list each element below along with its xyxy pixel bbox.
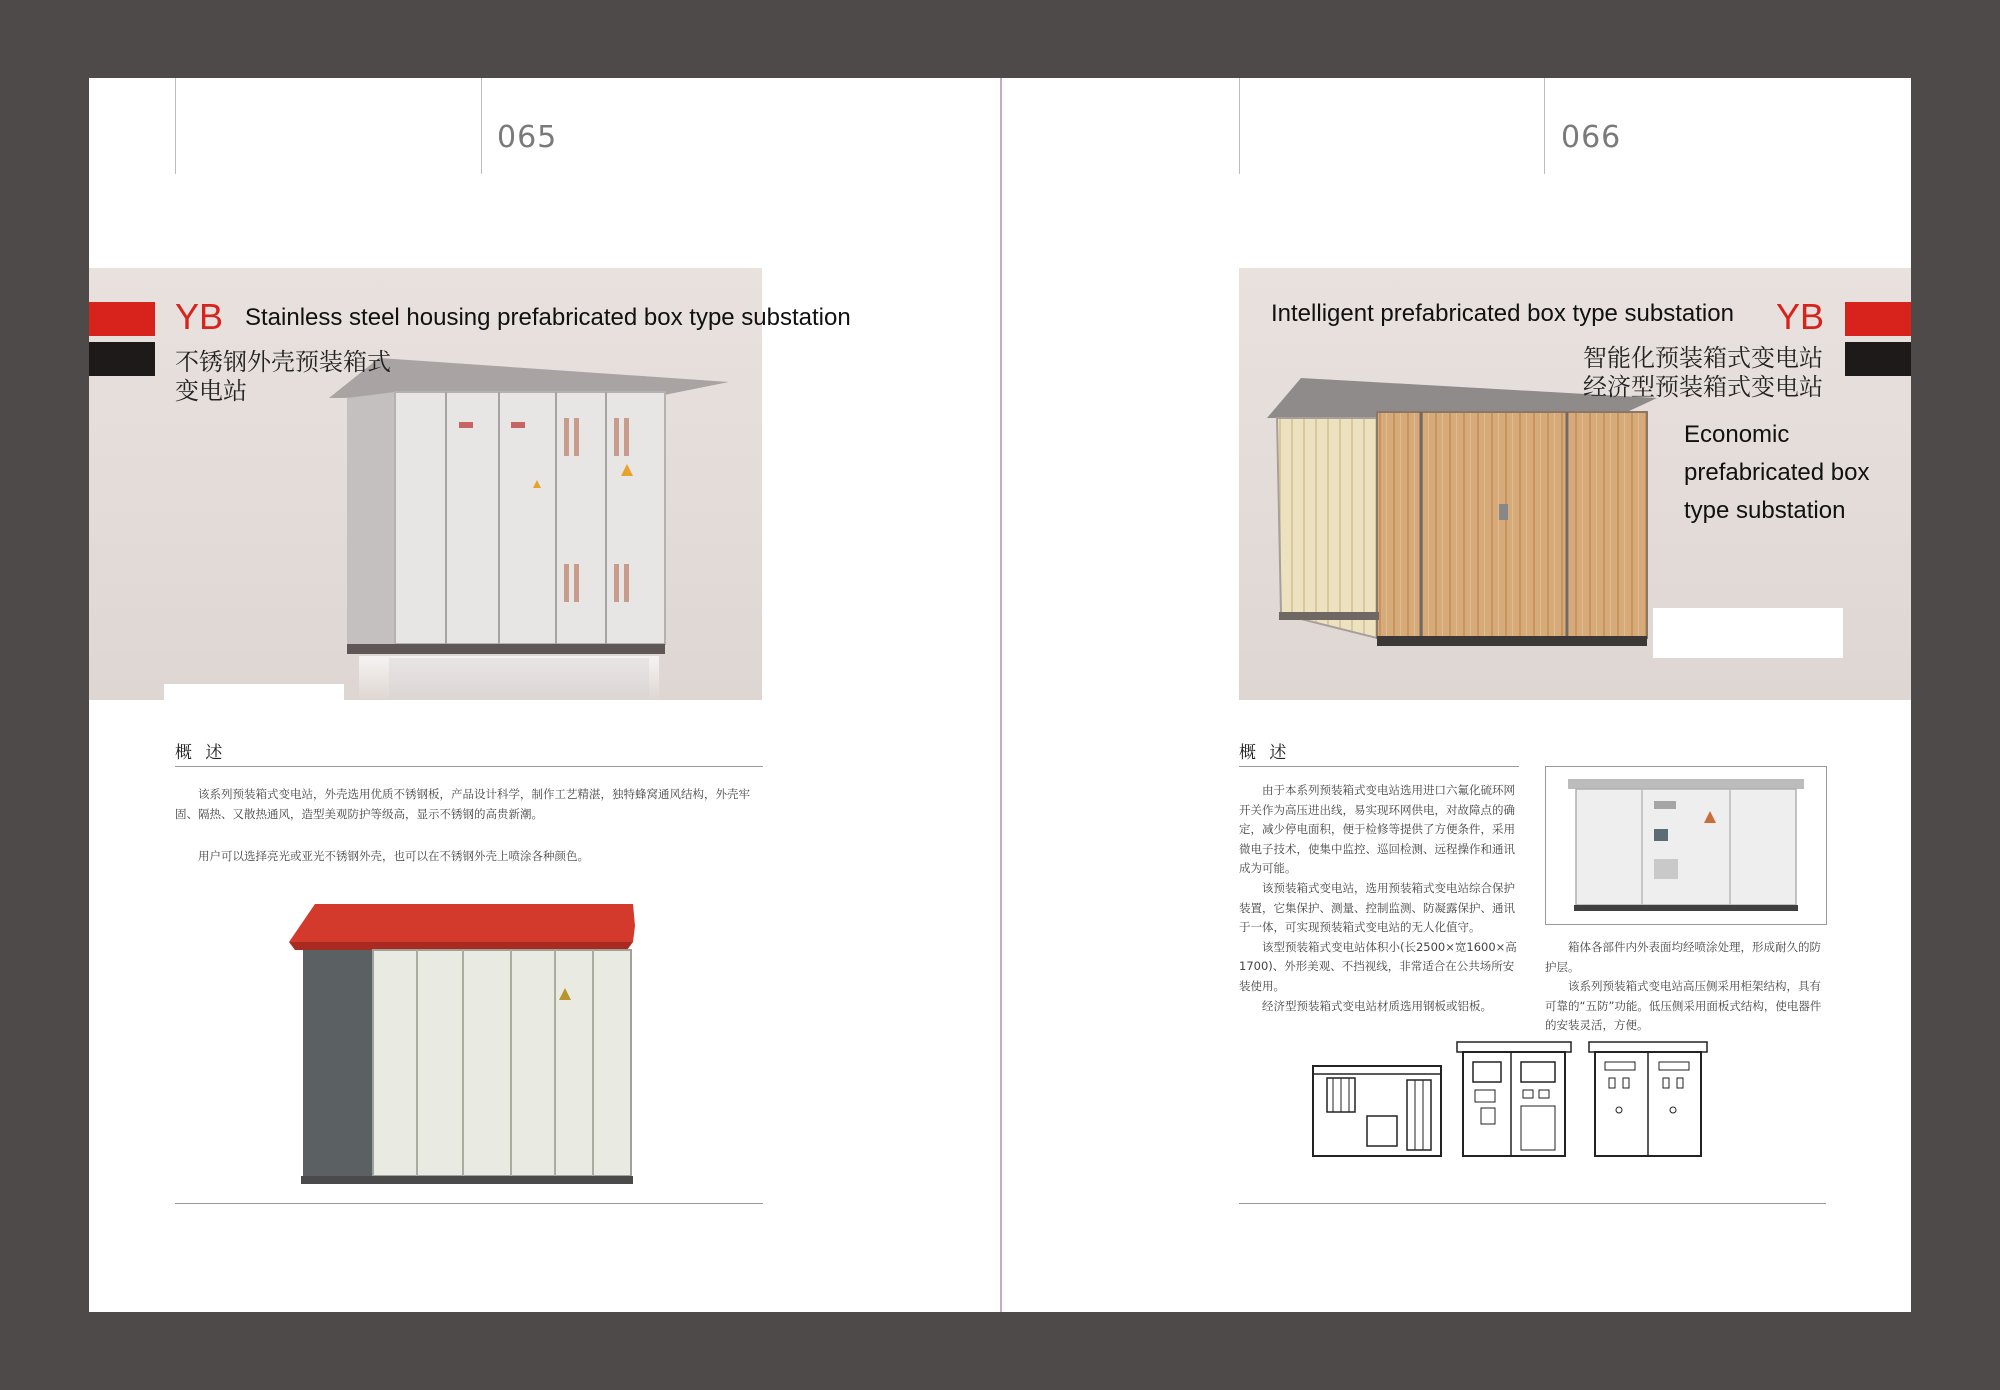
header-guide-line <box>481 78 482 174</box>
catalog-spread <box>89 78 1911 1312</box>
page-fold <box>1000 78 1002 1312</box>
layout-drawing-1 <box>1311 1060 1443 1160</box>
header-guide-line <box>1239 78 1240 174</box>
product-title-en: Intelligent prefabricated box type substation <box>1271 300 1734 327</box>
product-banner <box>1239 268 1911 700</box>
economic-title-en: Economic prefabricated box type substation <box>1684 421 1870 524</box>
header-guide-line <box>1544 78 1545 174</box>
product-title-cn: 智能化预装箱式变电站 经济型预装箱式变电站 <box>1583 344 1823 401</box>
page-number: 065 <box>497 120 558 155</box>
footer-rule <box>1239 1203 1826 1204</box>
substation-photo-frame <box>1545 766 1827 925</box>
red-strip <box>1845 302 1911 336</box>
white-substation-image <box>1546 767 1826 924</box>
stainless-substation-image <box>329 358 729 700</box>
overview-text-col2: 箱体各部件内外表面均经喷涂处理，形成耐久的防护层。 该系列预装箱式变电站高压侧采用柜架结构，具有可靠的“五防”功能。低压侧采用面板式结构，使电器件的安装灵活，方便。 <box>1545 940 1822 1033</box>
footer-rule <box>175 1203 763 1204</box>
overview-text: 该系列预装箱式变电站，外壳选用优质不锈钢板，产品设计科学，制作工艺精湛，独特蜂窝通风结构，外壳牢固、隔热、又散热通风，造型美观防护等级高，显示不锈钢的高贵新潮。 用户可以选择亮光或亚光不锈钢外壳，也可以在不锈钢外壳上喷涂各种颜色。 <box>175 787 750 864</box>
dark-strip <box>1845 342 1911 376</box>
wood-clad-substation-image <box>1267 378 1667 700</box>
dark-strip <box>89 342 155 376</box>
front-elevation-drawing-2 <box>1587 1040 1709 1160</box>
overview-heading: 概 述 <box>1239 743 1291 763</box>
product-code: YB <box>175 296 224 337</box>
section-rule <box>175 766 763 767</box>
section-rule <box>1239 766 1519 767</box>
label-box <box>1653 608 1843 658</box>
product-title-cn: 不锈钢外壳预装箱式 变电站 <box>175 348 391 405</box>
red-roof-substation-image <box>289 904 729 1216</box>
product-title-en: Stainless steel housing prefabricated box type substation <box>245 304 851 331</box>
label-box <box>164 684 344 734</box>
overview-heading: 概 述 <box>175 743 227 763</box>
product-code: YB <box>1776 296 1825 337</box>
product-banner <box>89 268 851 700</box>
red-strip <box>89 302 155 336</box>
front-elevation-drawing-1 <box>1455 1040 1573 1160</box>
page-number: 066 <box>1561 120 1622 155</box>
overview-text-col1: 由于本系列预装箱式变电站选用进口六氟化硫环网开关作为高压进出线，易实现环网供电，对故障点的确定，减少停电面积，便于检修等提供了方便条件，采用微电子技术，使集中监控、巡回检测、远程操作和通讯成为可能。 该预装箱式变电站，选用预装箱式变电站综合保护装置，它集保护、测量、控制监测、防凝露保护、通讯于一体，可实现预装箱式变电站的无人化值守。 该型预装箱式变电站体积小(长2500×宽1600×高1700)、外形美观、不挡视线，非常适合在公共场所安装使用。 经济型预装箱式变电站材质选用钢板或铝板。 <box>1239 783 1517 1013</box>
header-guide-line <box>175 78 176 174</box>
